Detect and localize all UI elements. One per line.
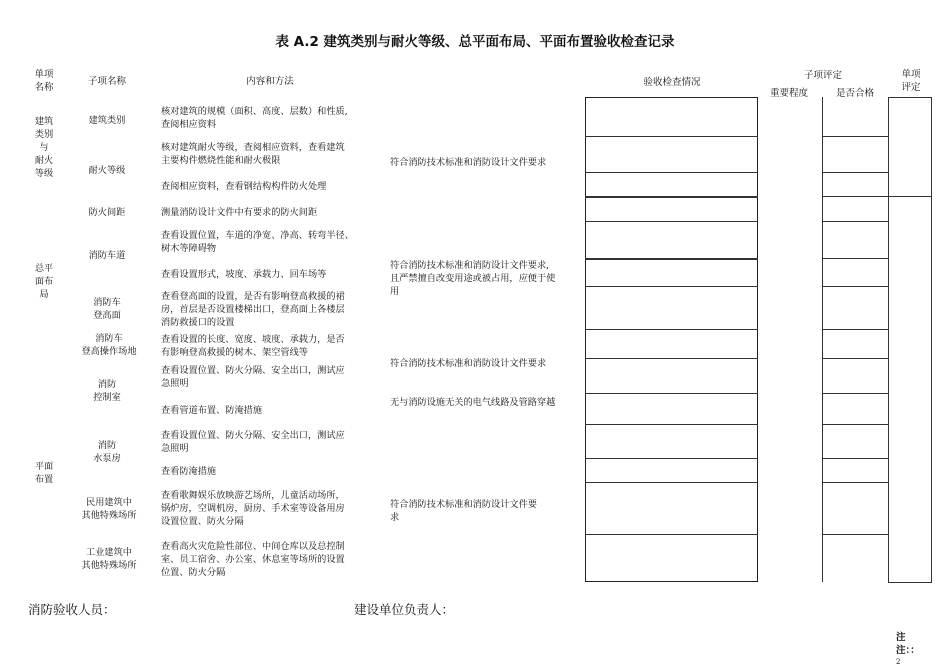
inspection-row-divider [585,393,758,394]
header-sub-eval: 子项评定 [803,70,842,81]
eval-row-divider [822,329,888,330]
sub-item-label: 防火间距 [88,207,126,218]
eval-row-divider [822,221,888,222]
eval-row-divider [822,534,888,535]
sub-item-label: 消防 控制室 [93,379,121,403]
inspection-column[interactable] [585,97,758,582]
eval-row-divider [822,286,888,287]
item-eval-right-border [931,97,932,582]
content-method: 查看设置位置、防火分隔、安全出口，测试应 急照明 [161,430,345,454]
content-method: 查看高火灾危险性部位、中间仓库以及总控制 室、员工宿舍、办公室、休息室等场所的设置 位置、防火分隔 [161,541,345,578]
requirement-text: 符合消防技术标准和消防设计文件要求 [390,358,547,369]
sub-item-label: 工业建筑中 其他特殊场所 [81,547,137,571]
content-method: 查看设置位置、防火分隔、安全出口，测试应 急照明 [161,365,345,389]
owner-label: 建设单位负责人： [354,602,455,617]
content-method: 查看设置形式，坡度、承载力、回车场等 [161,269,327,280]
note-line: 注：： [896,645,920,656]
header-sub-item-name: 子项名称 [87,76,126,87]
inspection-row-divider [585,424,758,425]
requirement-text: 无与消防设施无关的电气线路及管路穿越 [390,397,556,408]
inspector-label: 消防验收人员： [28,602,116,617]
item-eval-left-border [888,97,889,582]
content-method: 查看设置位置，车道的净宽、净高、转弯半径、 树木等障碍物 [161,230,354,254]
inspection-row-divider [585,329,758,330]
sub-item-label: 消防 水泵房 [93,440,121,464]
eval-row-divider [822,258,888,259]
requirement-text: 符合消防技术标准和消防设计文件要求 [390,157,547,168]
item-eval-bottom-border [888,582,932,583]
content-method: 查看登高面的设置，是否有影响登高救援的裙 房，首层是否设置楼梯出口，登高面上各楼层 消防救援口的设置 [161,291,345,328]
sub-item-label: 民用建筑中 其他特殊场所 [81,497,137,521]
eval-row-divider [822,196,888,197]
content-method: 核对建筑的规模（面积、高度、层数）和性质, 查阅相应资料 [161,106,348,130]
header-inspection: 验收检查情况 [643,77,701,88]
inspection-row-divider [585,172,758,173]
content-method: 查看歌舞娱乐放映游艺场所，儿童活动场所， 锅炉房，空调机房，厨房、手术室等设备用房 设置位置、防火分隔 [161,490,345,527]
note-line: 注 [896,632,906,643]
group-label: 建筑 类别 与 耐火 等级 [34,116,54,179]
requirement-text: 符合消防技术标准和消防设计文件要求, 且严禁擅自改变用途或被占用，应便于使 用 [390,260,556,297]
inspection-row-divider [585,482,758,483]
header-item-name: 单项 名称 [34,69,54,93]
eval-row-divider [822,482,888,483]
eval-row-divider [822,358,888,359]
group-label: 总平 面布 局 [34,263,54,300]
content-method: 查阅相应资料，查看钢结构构件防火处理 [161,181,327,192]
requirement-text: 符合消防技术标准和消防设计文件要 求 [390,499,537,523]
header-item-eval: 单项 评定 [901,69,921,93]
page-title: 表 A.2 建筑类别与耐火等级、总平面布局、平面布置验收检查记录 [275,34,675,50]
inspection-row-divider [585,286,758,287]
eval-row-divider [822,458,888,459]
sub-item-label: 建筑类别 [88,115,126,126]
eval-row-divider [822,393,888,394]
header-qualified: 是否合格 [835,88,874,99]
inspection-row-divider [585,136,758,137]
eval-row-divider [822,424,888,425]
item-eval-row-divider [888,196,932,197]
sub-item-label: 消防车 登高操作场地 [81,333,137,357]
eval-row-divider [822,136,888,137]
header-content-method: 内容和方法 [246,76,294,87]
content-method: 测量消防设计文件中有要求的防火间距 [161,207,318,218]
inspection-row-divider [585,258,758,260]
content-method: 查看管道布置、防淹措施 [161,405,263,416]
content-method: 查看设置的长度、宽度、坡度、承载力，是否 有影响登高救援的树木、架空管线等 [161,334,345,358]
inspection-row-divider [585,358,758,359]
inspection-row-divider [585,221,758,222]
content-method: 查看防淹措施 [161,466,217,477]
group-label: 平面 布置 [34,461,54,485]
eval-row-divider [822,172,888,173]
inspection-row-divider [585,534,758,535]
inspection-row-divider [585,196,758,198]
content-method: 核对建筑耐火等级，查阅相应资料，查看建筑 主要构件燃烧性能和耐火极限 [161,142,345,166]
inspection-row-divider [585,458,758,459]
header-importance: 重要程度 [769,88,808,99]
eval-column-divider [822,97,823,582]
note-line: 2 [896,658,901,666]
item-eval-top-border [888,97,932,98]
sub-item-label: 消防车道 [88,250,126,261]
sub-item-label: 耐火等级 [88,165,126,176]
sub-item-label: 消防车 登高面 [93,297,121,321]
